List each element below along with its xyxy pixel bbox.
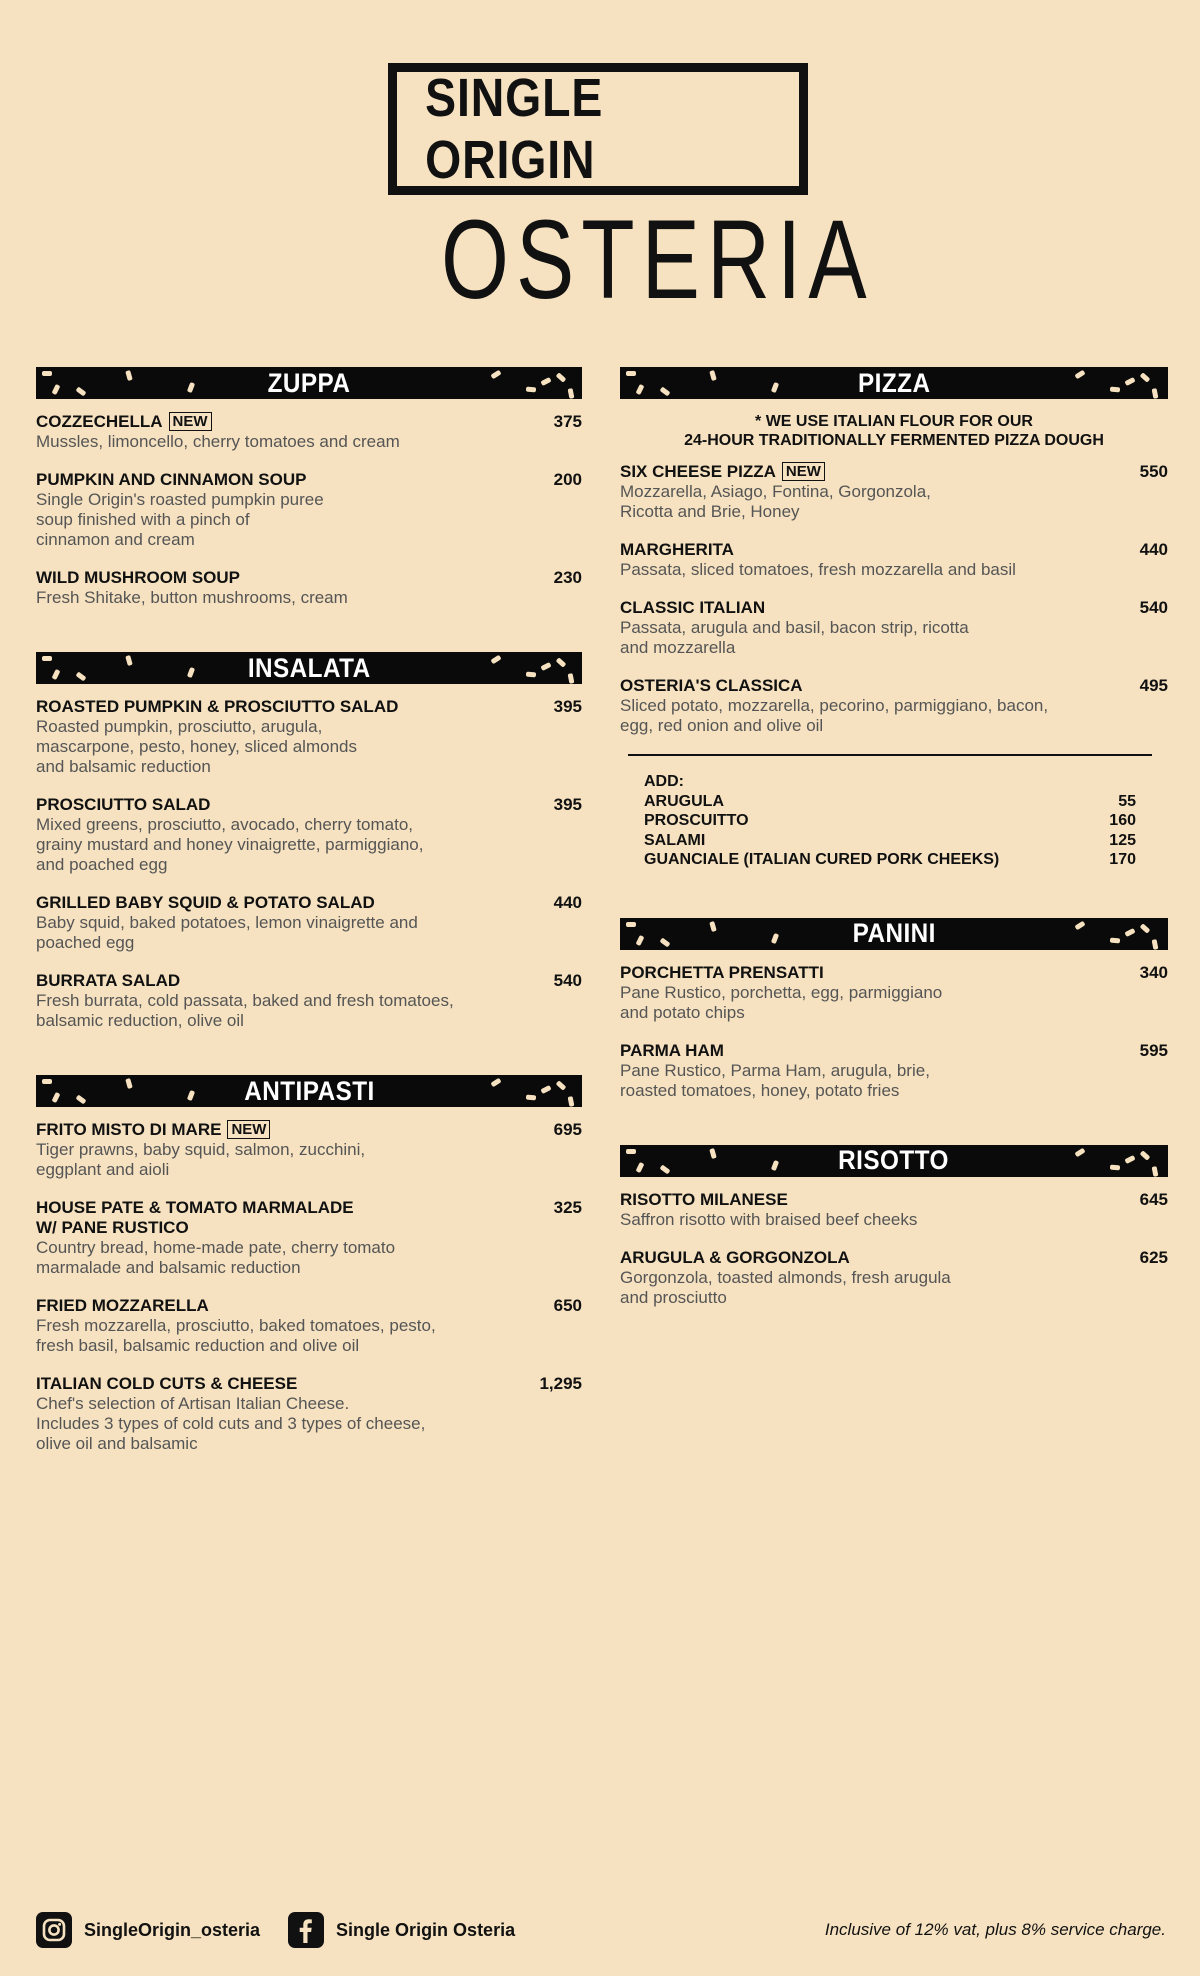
menu-item-name [620, 963, 1088, 983]
menu-item-price: 230 [553, 568, 582, 587]
banner-texture-speck [626, 922, 636, 927]
menu-item-price: 375 [553, 412, 582, 431]
addon-row [644, 792, 1136, 812]
menu-item-name [36, 568, 502, 588]
menu-right-column [620, 367, 1168, 1352]
banner-texture-speck [660, 1164, 671, 1174]
menu-item-text [36, 568, 522, 608]
addon-price: 170 [1109, 851, 1136, 868]
menu-item-text [36, 697, 522, 777]
banner-texture-speck [1140, 923, 1151, 933]
logo-bottom-text: OSTERIA [441, 197, 874, 322]
banner-texture-speck [42, 656, 52, 661]
addon-price: 160 [1109, 812, 1136, 829]
section-banner [36, 652, 582, 684]
banner-texture-speck [1110, 937, 1120, 943]
restaurant-logo [0, 55, 1200, 322]
menu-item [36, 1198, 582, 1278]
banner-texture-speck [540, 662, 551, 671]
section-banner [620, 1145, 1168, 1177]
banner-texture-speck [771, 932, 779, 943]
banner-texture-speck [52, 669, 61, 680]
addon-price: 125 [1109, 831, 1136, 849]
banner-texture-speck [76, 1094, 87, 1104]
menu-item-name-text: OSTERIA'S CLASSICA [620, 676, 803, 695]
logo-top-text: SINGLE ORIGIN [425, 68, 604, 190]
pizza-dough-note: * WE USE ITALIAN FLOUR FOR OUR 24-HOUR TRADITIONALLY FERMENTED PIZZA DOUGH [684, 413, 1104, 449]
menu-item [36, 470, 582, 550]
banner-texture-speck [1140, 372, 1151, 382]
banner-texture-speck [1124, 928, 1135, 937]
menu-item-price: 440 [1139, 540, 1168, 559]
banner-texture-speck [76, 671, 87, 681]
facebook-icon [288, 1912, 324, 1948]
new-badge: NEW [782, 462, 825, 481]
banner-texture-speck [125, 1078, 133, 1089]
menu-item-text [620, 598, 1108, 658]
banner-texture-speck [636, 1161, 645, 1172]
banner-texture-speck [771, 1159, 779, 1170]
instagram-icon [36, 1912, 72, 1948]
menu-item-name [36, 470, 502, 490]
banner-texture-speck [187, 382, 195, 393]
pizza-items-list [620, 462, 1168, 736]
banner-texture-speck [626, 371, 636, 376]
new-badge: NEW [227, 1120, 270, 1139]
banner-texture-speck [636, 384, 645, 395]
banner-texture-speck [76, 386, 87, 396]
menu-item-price: 550 [1139, 462, 1168, 481]
menu-item-text [620, 676, 1108, 736]
banner-texture-speck [125, 655, 133, 666]
instagram-handle: SingleOrigin_osteria [84, 1919, 261, 1940]
menu-item [620, 1248, 1168, 1308]
menu-item-name-text: GRILLED BABY SQUID & POTATO SALAD [36, 893, 375, 912]
menu-section-panini [620, 918, 1168, 1101]
menu-item-name-text: WILD MUSHROOM SOUP [36, 568, 240, 587]
menu-section-risotto [620, 1145, 1168, 1308]
menu-item-description: Pane Rustico, porchetta, egg, parmiggiano and potato chips [620, 982, 943, 1022]
section-title: ZUPPA [267, 367, 351, 398]
menu-item-price: 200 [553, 470, 582, 489]
menu-section-insalata [36, 652, 582, 1031]
banner-texture-speck [556, 1080, 567, 1090]
menu-item-description: Passata, sliced tomatoes, fresh mozzarella and basil [620, 560, 1016, 579]
banner-texture-speck [1074, 1147, 1085, 1157]
menu-item-text [36, 795, 522, 875]
menu-item-text [620, 1190, 1108, 1230]
menu-item [620, 540, 1168, 580]
banner-texture-speck [771, 382, 779, 393]
banner-texture-speck [490, 655, 501, 665]
menu-item-text [36, 971, 522, 1031]
banner-texture-speck [52, 384, 61, 395]
right-sections [620, 918, 1168, 1308]
vat-service-note: Inclusive of 12% vat, plus 8% service charge. [824, 1920, 1166, 1939]
menu-item [620, 1190, 1168, 1230]
menu-item-text [620, 1041, 1108, 1101]
menu-item-name [36, 1198, 502, 1238]
facebook-link[interactable] [288, 1912, 515, 1948]
addon-name: ARUGULA [644, 792, 724, 810]
menu-item-description: Pane Rustico, Parma Ham, arugula, brie, roasted tomatoes, honey, potato fries [620, 1060, 930, 1100]
menu-item-price: 325 [553, 1198, 582, 1217]
menu-item-price: 695 [553, 1120, 582, 1139]
menu-item-price: 495 [1139, 676, 1168, 695]
menu-item-name-text: PARMA HAM [620, 1040, 724, 1060]
menu-footer [36, 1910, 1166, 1950]
banner-texture-speck [1152, 939, 1159, 950]
menu-item-name-text: ITALIAN COLD CUTS & CHEESE [36, 1374, 298, 1393]
menu-item-name-text: FRITO MISTO DI MARE [36, 1120, 222, 1139]
banner-texture-speck [1110, 1164, 1120, 1170]
menu-left-column [36, 367, 582, 1498]
menu-item-description: Passata, arugula and basil, bacon strip, ricotta and mozzarella [620, 618, 969, 657]
menu-item-name [620, 540, 1088, 560]
menu-item-name [36, 1374, 502, 1394]
menu-item-text [620, 963, 1108, 1023]
menu-item-name-text: PROSCIUTTO SALAD [36, 795, 211, 814]
banner-texture-speck [490, 1078, 501, 1088]
pizza-addons [628, 754, 1152, 870]
banner-texture-speck [187, 667, 195, 678]
menu-item-name-text: PORCHETTA PRENSATTI [620, 962, 824, 982]
menu-item [620, 676, 1168, 736]
menu-item-price: 595 [1139, 1040, 1168, 1060]
menu-item-description: Gorgonzola, toasted almonds, fresh arugula and prosciutto [620, 1267, 951, 1307]
menu-item-name-text: HOUSE PATE & TOMATO MARMALADE W/ PANE RUSTICO [36, 1198, 354, 1237]
menu-item [36, 412, 582, 452]
menu-item-name-text: COZZECHELLA [36, 412, 163, 431]
menu-item-text [36, 412, 522, 452]
menu-item-text [36, 1296, 522, 1356]
menu-item-name-text: MARGHERITA [620, 540, 734, 559]
menu-item-name [620, 1190, 1088, 1210]
menu-item-text [36, 1198, 522, 1278]
menu-item [36, 893, 582, 953]
banner-texture-speck [556, 657, 567, 667]
section-title: RISOTTO [838, 1145, 950, 1175]
banner-texture-speck [568, 388, 575, 399]
menu-item [620, 963, 1168, 1023]
banner-texture-speck [52, 1092, 61, 1103]
menu-item-description: Mixed greens, prosciutto, avocado, cherry tomato, grainy mustard and honey vinaigrette, parmiggiano, and poached egg [36, 815, 424, 874]
banner-texture-speck [556, 372, 567, 382]
section-title: PIZZA [857, 367, 931, 398]
banner-texture-speck [568, 1096, 575, 1107]
logo-frame [388, 63, 808, 195]
menu-item-description: Sliced potato, mozzarella, pecorino, parmiggiano, bacon, egg, red onion and olive oil [620, 696, 1049, 735]
section-banner [620, 918, 1168, 950]
banner-texture-speck [526, 672, 536, 678]
menu-item-price: 645 [1139, 1189, 1168, 1209]
banner-texture-speck [1124, 1155, 1135, 1164]
section-banner [36, 1075, 582, 1107]
banner-texture-speck [1074, 920, 1085, 930]
banner-texture-speck [660, 386, 671, 396]
banner-texture-speck [568, 673, 575, 684]
menu-item-description: Roasted pumpkin, prosciutto, arugula, mascarpone, pesto, honey, sliced almonds and balsamic reduction [36, 717, 357, 776]
menu-item-text [36, 893, 522, 953]
banner-texture-speck [540, 377, 551, 386]
banner-texture-speck [1152, 1166, 1159, 1177]
menu-item [36, 1296, 582, 1356]
menu-item-description: Country bread, home-made pate, cherry tomato marmalade and balsamic reduction [36, 1238, 396, 1277]
banner-texture-speck [636, 934, 645, 945]
menu-item-name [36, 893, 502, 913]
banner-texture-speck [42, 371, 52, 376]
banner-texture-speck [709, 1148, 717, 1159]
menu-item-name [36, 412, 502, 432]
addon-price: 55 [1118, 792, 1136, 810]
menu-item-description: Fresh burrata, cold passata, baked and fresh tomatoes, balsamic reduction, olive oil [36, 991, 454, 1030]
menu-item-description: Single Origin's roasted pumpkin puree soup finished with a pinch of cinnamon and cream [36, 490, 324, 549]
addon-name: GUANCIALE (ITALIAN CURED PORK CHEEKS) [644, 851, 1000, 868]
menu-item-name [620, 1248, 1088, 1268]
addon-row [644, 831, 1136, 851]
addon-name: PROSCUITTO [644, 812, 749, 829]
section-banner [620, 367, 1168, 399]
menu-item-price: 650 [553, 1296, 582, 1315]
menu-item-name [36, 1296, 502, 1316]
addons-list [644, 792, 1136, 870]
menu-item-text [36, 1374, 522, 1454]
banner-texture-speck [540, 1085, 551, 1094]
menu-item-description: Mozzarella, Asiago, Fontina, Gorgonzola, Ricotta and Brie, Honey [620, 482, 931, 521]
logo-bottom-row [380, 197, 874, 322]
banner-texture-speck [1124, 377, 1135, 386]
menu-item-name-text: ARUGULA & GORGONZOLA [620, 1247, 850, 1267]
menu-item [36, 971, 582, 1031]
section-title: ANTIPASTI [243, 1075, 375, 1106]
menu-item-name [620, 676, 1088, 696]
menu-item-name [620, 598, 1088, 618]
banner-texture-speck [1074, 370, 1085, 380]
menu-item [36, 1120, 582, 1180]
menu-item-name [36, 1120, 502, 1140]
section-title: INSALATA [247, 652, 371, 683]
facebook-page: Single Origin Osteria [336, 1919, 516, 1940]
menu-item-name-text: PUMPKIN AND CINNAMON SOUP [36, 470, 307, 489]
menu-item-name-text: FRIED MOZZARELLA [36, 1296, 209, 1315]
menu-item-price: 540 [1139, 598, 1168, 617]
banner-texture-speck [1152, 388, 1159, 399]
menu-section-antipasti [36, 1075, 582, 1454]
addon-name: SALAMI [644, 831, 706, 849]
section-title: PANINI [852, 918, 936, 948]
menu-item-price: 1,295 [539, 1374, 582, 1393]
menu-item-description: Saffron risotto with braised beef cheeks [620, 1209, 918, 1229]
menu-section-pizza [620, 367, 1168, 870]
menu-section-zuppa [36, 367, 582, 608]
menu-item-description: Baby squid, baked potatoes, lemon vinaigrette and poached egg [36, 913, 418, 952]
section-banner [36, 367, 582, 399]
menu-item-description: Chef's selection of Artisan Italian Cheese. Includes 3 types of cold cuts and 3 types of cheese, olive oil and balsamic [36, 1394, 426, 1453]
menu-item [36, 1374, 582, 1454]
menu-item-text [620, 1248, 1108, 1308]
menu-item-name-text: RISOTTO MILANESE [620, 1189, 788, 1209]
menu-item-price: 340 [1139, 962, 1168, 982]
menu-item-price: 540 [553, 971, 582, 990]
menu-item-name [620, 462, 1088, 482]
instagram-link[interactable] [36, 1912, 260, 1948]
menu-item-name [36, 971, 502, 991]
menu-item-name-text: ROASTED PUMPKIN & PROSCIUTTO SALAD [36, 697, 399, 716]
banner-texture-speck [1110, 387, 1120, 393]
banner-texture-speck [125, 370, 133, 381]
menu-item-description: Fresh Shitake, button mushrooms, cream [36, 588, 348, 607]
new-badge: NEW [169, 412, 212, 431]
menu-item [36, 568, 582, 608]
menu-item-description: Fresh mozzarella, prosciutto, baked tomatoes, pesto, fresh basil, balsamic reduction and olive oil [36, 1316, 436, 1355]
menu-item [620, 598, 1168, 658]
menu-item-name-text: SIX CHEESE PIZZA [620, 462, 776, 481]
menu-item-text [620, 540, 1108, 580]
addon-row [644, 811, 1136, 831]
menu-item-price: 395 [553, 795, 582, 814]
menu-item-price: 395 [553, 697, 582, 716]
addon-row [644, 850, 1136, 870]
addons-label-row [644, 772, 1136, 792]
banner-texture-speck [709, 370, 717, 381]
banner-texture-speck [490, 370, 501, 380]
menu-item-text [36, 470, 522, 550]
menu-item-name-text: BURRATA SALAD [36, 971, 181, 990]
banner-texture-speck [187, 1090, 195, 1101]
banner-texture-speck [1140, 1150, 1151, 1160]
banner-texture-speck [660, 937, 671, 947]
menu-item-text [620, 462, 1108, 522]
menu-item [620, 1041, 1168, 1101]
banner-texture-speck [709, 921, 717, 932]
menu-item-name-text: CLASSIC ITALIAN [620, 598, 766, 617]
menu-item-name [36, 697, 502, 717]
banner-texture-speck [526, 1095, 536, 1101]
menu-item-description: Tiger prawns, baby squid, salmon, zucchini, eggplant and aioli [36, 1140, 366, 1179]
addons-label: ADD: [644, 773, 684, 790]
banner-texture-speck [626, 1149, 636, 1154]
banner-texture-speck [42, 1079, 52, 1084]
menu-item-description: Mussles, limoncello, cherry tomatoes and cream [36, 432, 400, 451]
menu-item-price: 440 [553, 893, 582, 912]
menu-item [36, 697, 582, 777]
banner-texture-speck [526, 387, 536, 393]
menu-item [620, 462, 1168, 522]
menu-item-name [620, 1041, 1088, 1061]
menu-item-name [36, 795, 502, 815]
menu-item-text [36, 1120, 522, 1180]
menu-item-price: 625 [1139, 1247, 1168, 1267]
menu-item [36, 795, 582, 875]
